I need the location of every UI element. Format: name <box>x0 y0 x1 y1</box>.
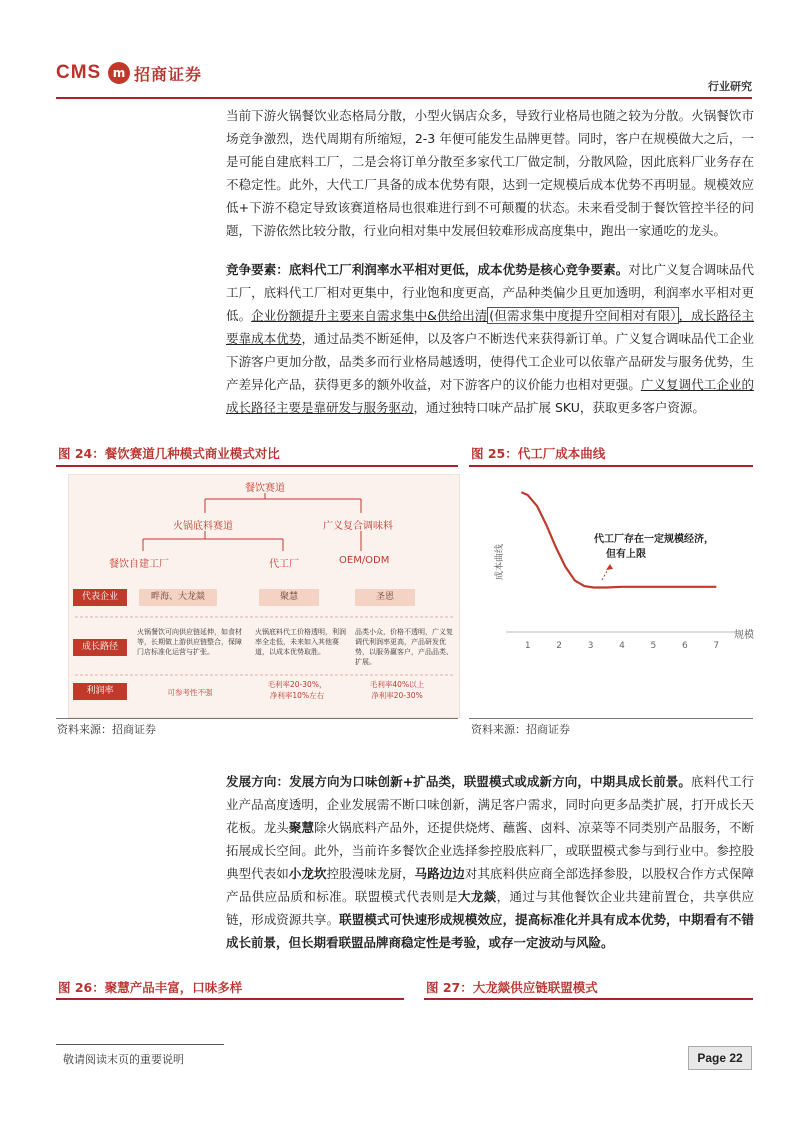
page-header <box>56 58 752 98</box>
rep-oem-odm: 圣恩 <box>355 589 415 606</box>
fig24-source: 资料来源：招商证券 <box>57 723 156 736</box>
fig27-title-rule <box>424 998 753 1000</box>
x-tick-label: 4 <box>619 641 625 651</box>
x-tick-label: 5 <box>650 641 657 651</box>
competition-text-2: ，通过品类不断延伸，以及客户不断迭代来获得新订单。广义复合调味品代工企业下游客户更加分散，品类多而行业格局越透明，使得代工企业可以依靠产品研发与服务优势，生产差异化产品，获得更多的额外收益，对下游客户的议价能力也相对更强。 <box>226 331 754 392</box>
development-bold-3: 马路边边 <box>414 866 465 881</box>
row-label-representative: 代表企业 <box>73 589 127 606</box>
x-tick-label: 2 <box>556 641 562 651</box>
x-tick-label: 3 <box>587 641 594 651</box>
diagram-col-oem-odm: OEM/ODM <box>339 555 390 566</box>
footer-notice: 敬请阅读末页的重要说明 <box>63 1053 184 1066</box>
logo-cms-text: CMS <box>56 62 102 83</box>
development-text-2: 除火锅底料产品外，还提供烧烤、蘸酱、卤料、凉菜等不同类别产品服务，不断拓展成长空间。此外，当前许多餐饮企业选择参控股底料厂，或联盟模式参与到行业中。参控股典型代表如 <box>226 820 754 881</box>
row-label-margin: 利润率 <box>73 683 127 700</box>
logo-cn-text: 招商证券 <box>134 65 203 84</box>
row-label-growth-path: 成长路径 <box>73 639 127 656</box>
cost-curve-chart <box>470 472 754 652</box>
competition-underline-2: ，成长路径主要靠成本优势 <box>226 308 754 346</box>
section-label: 行业研究 <box>708 80 752 93</box>
development-text-1: 底料代工行业产品高度透明，企业发展需不断口味创新，满足客户需求，同时向更多品类扩展，打开成长天花板。龙头 <box>226 774 754 835</box>
competition-underline-1: 企业份额提升主要来自需求集中&供给出清 <box>251 308 488 323</box>
fig25-source-rule <box>469 718 753 719</box>
development-bold-5: 联盟模式可快速形成规模效应，提高标准化并具有成本优势，中期看有不错成长前景，但长期看联盟品牌商稳定性是考验，或存一定波动与风险。 <box>226 912 754 950</box>
fig24-title-rule <box>56 465 458 467</box>
growth-oem-factory: 火锅底料代工价格透明，利润率全走低，未来如入其他赛道，以成本优势取胜。 <box>255 628 346 656</box>
x-axis-label: 规模 <box>734 630 754 641</box>
diagram-col-self-built: 餐饮自建工厂 <box>109 559 169 570</box>
margin-self-built: 可参考性不强 <box>167 688 213 697</box>
fig24-source-rule <box>56 718 458 719</box>
x-tick-label: 1 <box>524 641 531 651</box>
y-axis-label: 成本曲线 <box>495 543 505 581</box>
fig25-title-rule <box>469 465 753 467</box>
paragraph-competition <box>226 258 754 419</box>
diagram-col-oem-factory: 代工厂 <box>269 559 299 570</box>
page-number: Page 22 <box>688 1046 752 1070</box>
development-text-5: ，通过与其他餐饮企业共建前置仓，共享供应链，形成资源共享。 <box>226 889 754 927</box>
competition-underline-3: 广义复调代工企业的成长路径主要是靠研发与服务驱动 <box>226 377 754 415</box>
development-text-4: 对其底料供应商全部选择参股，以股权合作方式保障产品供应品质和标准。联盟模式代表则是 <box>226 866 754 904</box>
diagram-root: 餐饮赛道 <box>245 483 285 494</box>
fig25-source: 资料来源：招商证券 <box>471 723 570 736</box>
x-tick-label: 6 <box>682 641 688 651</box>
competition-text-3: ，通过独特口味产品扩展 SKU，获取更多客户资源。 <box>413 400 705 415</box>
x-tick-label: 7 <box>713 641 720 651</box>
rep-oem-factory: 聚慧 <box>259 589 319 606</box>
competition-boxed-1: (但需求集中度提升空间相对有限） <box>489 308 677 323</box>
rep-self-built: 畔海、大龙燚 <box>139 589 217 606</box>
footer-divider <box>56 1044 224 1045</box>
diagram-branch-hotpot: 火锅底料赛道 <box>173 521 233 532</box>
x-tick-labels <box>525 641 719 651</box>
fig24-title: 图 24：餐饮赛道几种模式商业模式对比 <box>58 446 280 461</box>
competition-lead: 竞争要素：底料代工厂利润率水平相对更低，成本优势是核心竞争要素。 <box>226 262 629 277</box>
margin-oem-odm: 毛利率40%以上 净利率20-30% <box>369 680 425 700</box>
fig25-title: 图 25：代工厂成本曲线 <box>471 446 606 461</box>
development-text-3: 控股漫味龙厨， <box>326 866 415 881</box>
logo-mark-icon: m <box>108 62 130 84</box>
paragraph-development <box>226 770 754 954</box>
paragraph-market-structure: 当前下游火锅餐饮业态格局分散，小型火锅店众多，导致行业格局也随之较为分散。火锅餐饮市场竞争激烈，迭代周期有所缩短，2-3 年便可能发生品牌更替。同时，客户在规模做大之后，一是可能自建底料工厂，二是会将订单分散至多家代工厂做定制，分散风险，因此底料厂业务存在不稳定性。此外，大代工厂具备的成本优势有限，达到一定规模后成本优势不再明显。规模效应低+下游不稳定导致该赛道格局也很难进行到不可颠覆的状态。未来看受制于餐饮管控半径的问题，下游依然比较分散，行业向相对集中发展但较难形成高度集中，跑出一家通吃的龙头。 <box>226 108 754 238</box>
fig26-title: 图 26：聚慧产品丰富，口味多样 <box>58 980 243 995</box>
margin-oem-factory: 毛利率20-30%， 净利率10%左右 <box>267 680 327 700</box>
growth-self-built: 火锅餐饮可向供应链延伸，如食材等，长期做上游供应链整合，保障门店标准化运营与扩张。 <box>137 628 242 656</box>
header-divider <box>56 97 752 99</box>
competition-text-1: 对比广义复合调味品代工厂，底料代工厂相对更集中，行业饱和度更高，产品种类偏少且更加透明，利润率水平相对更低。 <box>226 262 754 323</box>
fig26-title-rule <box>56 998 404 1000</box>
annotation-arrow-head-icon <box>606 564 613 570</box>
development-bold-1: 聚慧 <box>288 820 315 835</box>
development-lead: 发展方向：发展方向为口味创新+扩品类，联盟模式或成新方向，中期具成长前景。 <box>226 774 691 789</box>
growth-oem-odm: 品类小众，价格不透明，广义复调代利润率更高，产品研发优势，以服务赢客户，产品品类、扩展。 <box>355 628 453 666</box>
chart-annotation-line-1: 代工厂存在一定规模经济， <box>594 534 714 545</box>
fig27-title: 图 27：大龙燚供应链联盟模式 <box>426 980 598 995</box>
development-bold-4: 大龙燚 <box>457 889 497 904</box>
chart-annotation-line-2: 但有上限 <box>606 549 646 560</box>
development-bold-2: 小龙坎 <box>288 866 327 881</box>
diagram-branch-compound: 广义复合调味料 <box>323 521 393 532</box>
business-model-diagram <box>68 474 460 718</box>
